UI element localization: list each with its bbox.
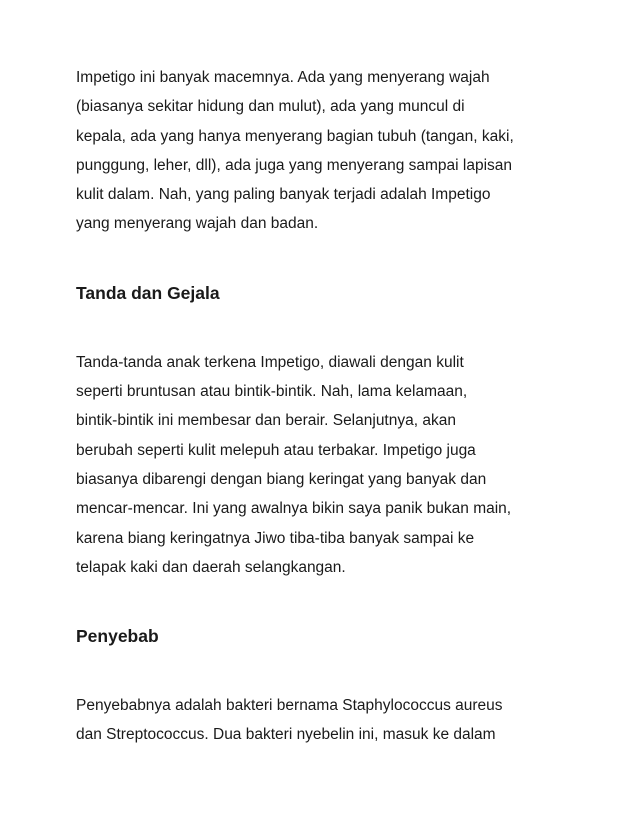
text-line: kulit dalam. Nah, yang paling banyak terjadi adalah Impetigo: [76, 186, 491, 204]
text-line: yang menyerang wajah dan badan.: [76, 215, 319, 233]
text-line: berubah seperti kulit melepuh atau terbakar. Impetigo juga: [76, 441, 476, 459]
section-heading-penyebab: Penyebab: [76, 626, 159, 647]
text-line: punggung, leher, dll), ada juga yang menyerang sampai lapisan: [76, 156, 513, 174]
text-line: kepala, ada yang hanya menyerang bagian tubuh (tangan, kaki,: [76, 127, 514, 145]
text-line: Tanda-tanda anak terkena Impetigo, diawali dengan kulit: [76, 353, 464, 371]
text-line: Penyebabnya adalah bakteri bernama Staphylococcus aureus: [76, 697, 503, 715]
text-line: Impetigo ini banyak macemnya. Ada yang menyerang wajah: [76, 69, 490, 86]
text-line: (biasanya sekitar hidung dan mulut), ada yang muncul di: [76, 98, 465, 116]
text-line: biasanya dibarengi dengan biang keringat yang banyak dan: [76, 470, 487, 488]
section-heading-tanda-dan-gejala: Tanda dan Gejala: [76, 282, 220, 303]
paragraph-causes: [76, 691, 576, 750]
text-line: mencar-mencar. Ini yang awalnya bikin saya panik bukan main,: [76, 500, 512, 518]
document-page: [76, 63, 576, 750]
text-line: dan Streptococcus. Dua bakteri nyebelin ini, masuk ke dalam: [76, 726, 496, 744]
text-line: bintik-bintik ini membesar dan berair. Selanjutnya, akan: [76, 412, 456, 430]
text-line: telapak kaki dan daerah selangkangan.: [76, 558, 346, 576]
paragraph-impetigo-types: [76, 63, 576, 239]
text-line: seperti bruntusan atau bintik-bintik. Nah, lama kelamaan,: [76, 383, 468, 401]
text-line: karena biang keringatnya Jiwo tiba-tiba banyak sampai ke: [76, 529, 475, 547]
paragraph-symptoms: [76, 348, 576, 582]
